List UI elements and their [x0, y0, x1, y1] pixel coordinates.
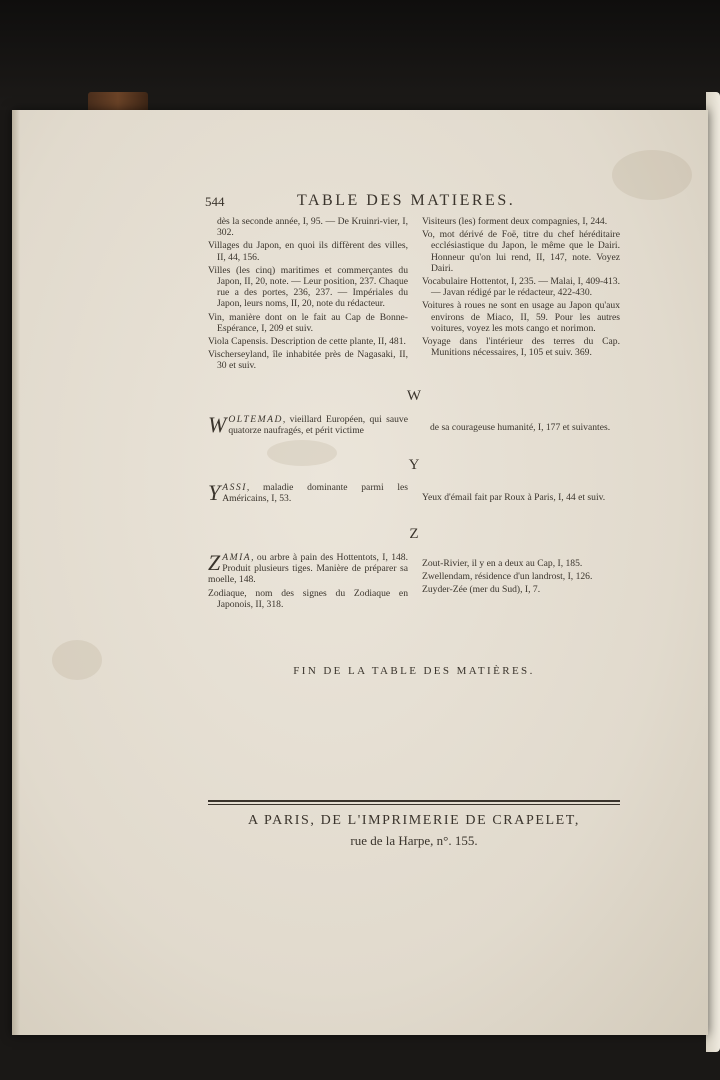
index-entry: Vocabulaire Hottentot, I, 235. — Malai, I, 409-413. — Javan rédigé par le rédacteur, 422-430. [422, 276, 620, 299]
entry-head: AMIA [222, 552, 252, 563]
thick-rule [208, 800, 620, 802]
index-entry [208, 552, 408, 586]
paper-stain [52, 640, 102, 680]
section-letter-y: Y [408, 457, 420, 473]
entry-head: ASSI [222, 482, 247, 493]
imprint-line-2: rue de la Harpe, n°. 155. [350, 833, 478, 848]
y-right-column [422, 492, 620, 505]
index-entry: Vo, mot dérivé de Foë, titre du chef héréditaire ecclésiastique du Japon, le même que le Dairi. Honneur qu'on lui rend, II, 147, note. Voyez Dairi. [422, 229, 620, 274]
drop-cap: Z [208, 550, 221, 575]
v-left-column [208, 216, 408, 374]
book-spine [88, 92, 148, 110]
page-number: 544 [205, 194, 225, 209]
thin-rule [208, 804, 620, 805]
entry-text: , vieillard Européen, qui sauve quatorze naufragés, et périt victime [228, 414, 408, 437]
index-entry: Voyage dans l'intérieur des terres du Cap. Munitions nécessaires, I, 105 et suiv. 369. [422, 336, 620, 359]
index-entry: Vischerseyland, île inhabitée près de Nagasaki, II, 30 et suiv. [208, 349, 408, 372]
z-right-column [422, 558, 620, 598]
page-gutter-shadow [12, 110, 20, 1035]
index-entry: Zout-Rivier, il y en a deux au Cap, I, 185. [422, 558, 583, 569]
end-of-index: FIN DE LA TABLE DES MATIÈRES. [293, 665, 535, 677]
index-entry [208, 482, 408, 504]
index-entry: Villages du Japon, en quoi ils diffèrent des villes, II, 44, 156. [208, 240, 408, 263]
facing-page-edge [706, 92, 720, 1052]
index-entry: Viola Capensis. Description de cette plante, II, 481. [208, 336, 406, 348]
section-letter-z: Z [409, 526, 419, 542]
index-entry: Zuyder-Zée (mer du Sud), I, 7. [422, 584, 541, 596]
paper-stain [612, 150, 692, 200]
entry-text: , maladie dominante parmi les Américains, I, 53. [222, 482, 408, 505]
index-entry: Zodiaque, nom des signes du Zodiaque en Japonois, II, 318. [208, 587, 408, 610]
index-entry [208, 414, 408, 436]
index-entry: Visiteurs (les) forment deux compagnies, I, 244. [422, 216, 608, 227]
index-entry: de sa courageuse humanité, I, 177 et suivantes. [430, 422, 611, 433]
book-page [12, 110, 708, 1035]
page-header [205, 192, 623, 216]
drop-cap: W [208, 412, 227, 437]
index-entry: Villes (les cinq) maritimes et commerçantes du Japon, II, 20, note. — Leur position, 237. Chaque rue a des portes, 236, 237. — Impériales du Japon, leurs noms, II, 20, note du rédacteur. [208, 264, 408, 310]
entry-head: OLTEMAD [228, 414, 283, 425]
index-entry: Yeux d'émail fait par Roux à Paris, I, 44 et suiv. [422, 492, 606, 503]
index-entry: dès la seconde année, I, 95. — De Kruinri-vier, I, 302. [217, 216, 408, 239]
index-entry: Voitures à roues ne sont en usage au Japon qu'aux environs de Miaco, II, 59. Pour les autres voitures, voyez les mots cango et norimon. [422, 300, 620, 334]
entry-text: , ou arbre à pain des Hottentots, I, 148. Produit plusieurs tiges. Manière de préparer sa moelle, 148. [208, 552, 408, 586]
w-right-column [430, 422, 620, 435]
running-title: TABLE DES MATIERES. [297, 192, 516, 209]
y-left-column [208, 482, 408, 506]
imprint-line-1: A PARIS, DE L'IMPRIMERIE DE CRAPELET, [247, 813, 581, 828]
w-left-column [208, 414, 408, 438]
section-letter-w: W [406, 388, 422, 404]
v-right-column [422, 216, 620, 360]
index-entry: Zwellendam, résidence d'un landrost, I, 126. [422, 571, 593, 583]
z-left-column [208, 552, 408, 612]
paper-stain [267, 440, 337, 466]
index-entry: Vin, manière dont on le fait au Cap de Bonne-Espérance, I, 209 et suiv. [208, 311, 408, 334]
drop-cap: Y [208, 480, 221, 505]
